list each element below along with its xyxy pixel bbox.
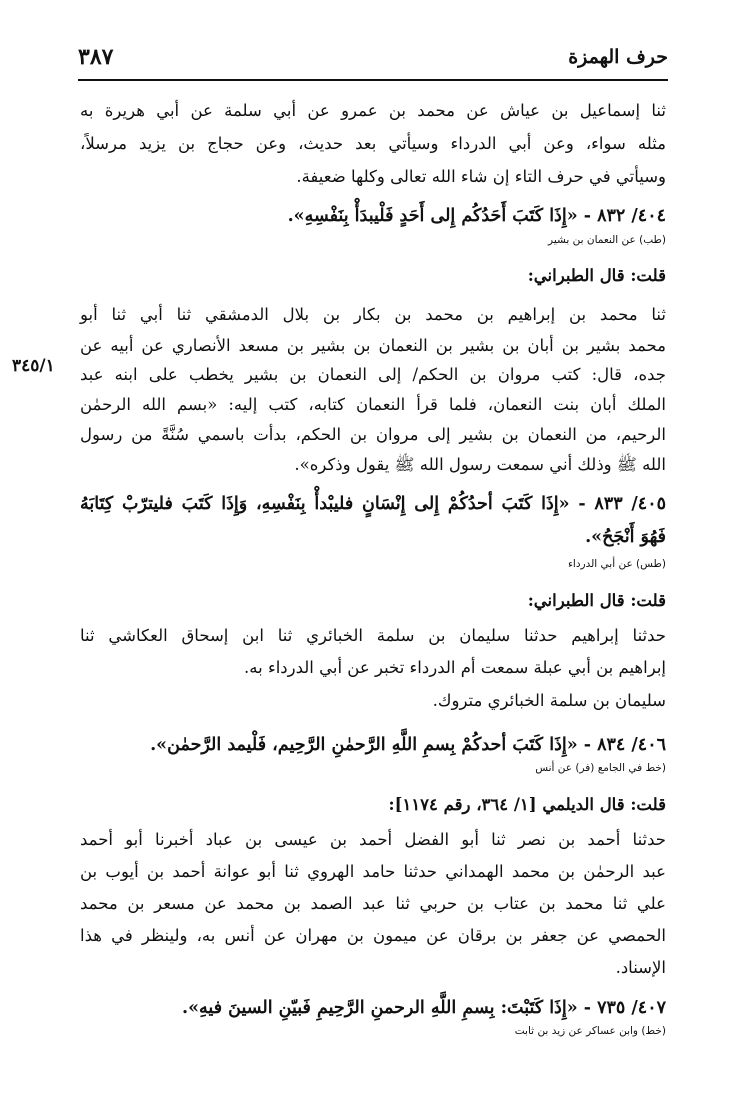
hadith-405: ٤٠٥/ ٨٣٣ - «إِذَا كَتَبَ أحدُكُمْ إِلى إِنْسَانٍ فليبْدأْ بِنَفْسِهِ، وَإِذَا كَتَبَ فليترّبْ كِتَابَهُ	[80, 494, 666, 514]
hadith-404: ٤٠٤/ ٨٣٢ - «إِذَا كَتَبَ أَحَدُكُم إِلى أَحَدٍ فَلْيبدَأْ بِنَفْسِهِ».	[287, 206, 666, 226]
qult-heading: قلت: قال الطبراني:	[527, 266, 666, 285]
source-407: (خط) وابن عساكر عن زيد بن ثابت	[514, 1025, 666, 1037]
text-line: الرحيم، من النعمان بن بشير إلى مروان بن الحكم، بدأت باسمي سُنَّةً من رسول	[80, 425, 666, 444]
text-line: مثله سواء، وعن أبي الدرداء وسيأتي بعد حديث، وعن حجاج بن يزيد مرسلاً،	[80, 134, 666, 153]
text-line: ثنا إسماعيل بن عياش عن محمد بن عمرو عن أبي سلمة عن أبي هريرة به	[80, 101, 666, 120]
text-line: الملك أبان بنت النعمان، فلما قرأ النعمان كتابه، كتب إليه: «بسم الله الرحمٰن	[80, 395, 666, 414]
margin-reference: ٣٤٥/١	[12, 356, 55, 376]
text-line: الإسناد.	[615, 958, 666, 977]
qult-heading: قلت: قال الطبراني:	[527, 591, 666, 610]
hadith-406: ٤٠٦/ ٨٣٤ - «إِذَا كَتَبَ أحدكُمْ بِسمِ اللَّهِ الرَّحمٰنِ الرَّحِيم، فَلْيمد الرَّحمٰن».	[150, 735, 666, 755]
text-line: حدثنا إبراهيم حدثنا سليمان بن سلمة الخبائري ثنا ابن إسحاق العكاشي ثنا	[80, 626, 666, 645]
page-number: ٣٨٧	[78, 44, 114, 70]
hadith-407: ٤٠٧/ ٧٣٥ - «إِذَا كَتَبْتَ: بِسمِ اللَّهِ الرحمنِ الرَّحِيمِ فَبيّنِ السينَ فيهِ».	[182, 998, 666, 1018]
qult-heading: قلت: قال الديلمي [١/ ٣٦٤، رقم ١١٧٤]:	[388, 795, 666, 814]
text-line: محمد بشير بن أبان بن بشير بن النعمان بن بشير بن مسعد الأنصاري عن أبيه عن	[80, 336, 666, 355]
text-line: الله ﷺ وذلك أني سمعت رسول الله ﷺ يقول وذكره».	[294, 455, 666, 474]
text-line: سليمان بن سلمة الخبائري متروك.	[432, 691, 666, 710]
source-405: (طس) عن أبي الدرداء	[567, 558, 666, 570]
chapter-title: حرف الهمزة	[568, 46, 668, 68]
text-line: إبراهيم بن أبي عبلة سمعت أم الدرداء تخبر عن أبي الدرداء به.	[244, 658, 666, 677]
text-line: عبد الرحمٰن بن محمد الهمداني حدثنا حامد الهروي ثنا أبو عوانة أحمد بن أيوب بن	[80, 862, 666, 881]
text-line: علي ثنا محمد بن عتاب بن حربي ثنا عبد الصمد بن محمد عن مسعر بن محمد	[80, 894, 666, 913]
text-line: الحمصي عن جعفر بن برقان عن ميمون بن مهران عن أنس به، ولينظر في هذا	[80, 926, 666, 945]
source-406: (خط في الجامع (فر) عن أنس	[535, 762, 666, 774]
text-line: جده، قال: كتب مروان بن الحكم/ إلى النعمان بن بشير يخطب على ابنه عبد	[80, 365, 666, 384]
hadith-405-cont: فَهُوَ أَنْجَحُ».	[585, 527, 666, 547]
page-header	[78, 42, 668, 76]
text-line: حدثنا أحمد بن نصر ثنا أبو الفضل أحمد بن عيسى بن عباد أخبرنا أبو أحمد	[80, 830, 666, 849]
text-line: وسيأتي في حرف التاء إن شاء الله تعالى وكلها ضعيفة.	[296, 167, 666, 186]
source-404: (طب) عن النعمان بن بشير	[548, 234, 666, 246]
text-line: ثنا محمد بن إبراهيم بن محمد بن بكار بن بلال الدمشقي ثنا أبي ثنا أبو	[80, 305, 666, 324]
header-rule	[78, 79, 668, 81]
